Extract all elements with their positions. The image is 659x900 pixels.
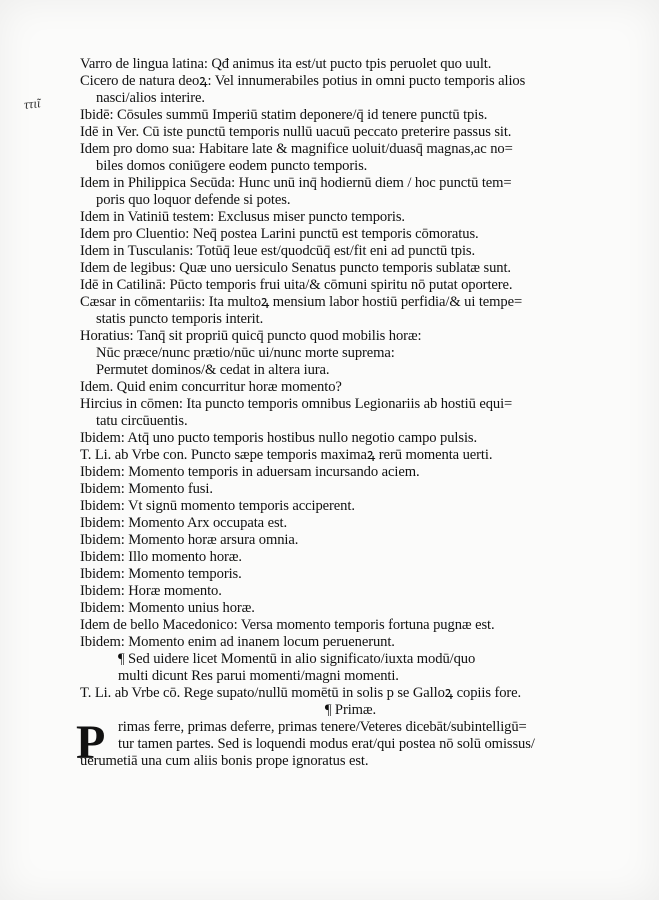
text-line: Ibidem: Momento temporis in aduersam incursando aciem. bbox=[80, 464, 420, 480]
drop-cap: P bbox=[76, 716, 106, 769]
text-block bbox=[76, 56, 581, 770]
text-line: Horatius: Tanq̄ sit propriū quicq̄ puncto quod mobilis horæ: bbox=[80, 328, 422, 344]
text-line: T. Li. ab Vrbe cō. Rege supato/nullū momētū in solis p se Galloꝝ copiis fore. bbox=[80, 685, 522, 701]
text-line: Ibidem: Momento Arx occupata est. bbox=[80, 515, 288, 531]
text-line: biles domos coniūgere eodem puncto temporis. bbox=[96, 158, 368, 174]
text-line: Idem in Tusculanis: Totūq̄ leue est/quodcūq̄ est/fit eni ad punctū tpis. bbox=[80, 243, 476, 259]
text-line: Ibidem: Atq̄ uno pucto temporis hostibus nullo negotio campo pulsis. bbox=[80, 430, 478, 446]
text-line: multi dicunt Res parui momenti/magni momenti. bbox=[118, 668, 399, 684]
section-heading: ¶ Primæ. bbox=[324, 702, 377, 718]
text-line: Ibidem: Momento enim ad inanem locum peruenerunt. bbox=[80, 634, 395, 650]
text-line: ¶ Sed uidere licet Momentū in alio significato/iuxta modū/quo bbox=[118, 651, 476, 667]
verse-line: Nūc præce/nunc prætio/nūc ui/nunc morte suprema: bbox=[96, 345, 395, 361]
text-line: Idem pro domo sua: Habitare late & magnifice uoluit/duasq̄ magnas,ac no= bbox=[80, 141, 513, 157]
text-line: Cæsar in cōmentariis: Ita multoꝝ mensium labor hostiū perfidia/& ui tempe= bbox=[80, 294, 523, 310]
text-line: Idē in Ver. Cū iste punctū temporis nullū uacuū peccato preterire passus sit. bbox=[80, 124, 512, 140]
text-line: Idem in Philippica Secūda: Hunc unū inq̄ hodiernū diem / hoc punctū tem= bbox=[80, 175, 512, 191]
text-line: Ibidem: Vt signū momento temporis acciperent. bbox=[80, 498, 355, 514]
text-line: Ibidem: Momento horæ arsura omnia. bbox=[80, 532, 299, 548]
text-line: Idem de bello Macedonico: Versa momento temporis fortuna pugnæ est. bbox=[80, 617, 495, 633]
text-line: poris quo loquor defende si potes. bbox=[96, 192, 291, 208]
text-line: Ibidem: Momento temporis. bbox=[80, 566, 242, 582]
text-line: Hircius in cōmen: Ita puncto temporis omnibus Legionariis ab hostiū equi= bbox=[80, 396, 513, 412]
text-line: rimas ferre, primas deferre, primas tenere/Veteres dicebāt/subintelligū= bbox=[118, 719, 527, 735]
verse-line: Permutet dominos/& cedat in altera iura. bbox=[96, 362, 330, 378]
text-line: Idem in Vatiniū testem: Exclusus miser puncto temporis. bbox=[80, 209, 405, 225]
text-line: tatu circūuentis. bbox=[96, 413, 188, 429]
text-line: Ibidem: Momento unius horæ. bbox=[80, 600, 255, 616]
text-line: nasci/alios interire. bbox=[96, 90, 205, 106]
text-line: Ibidem: Horæ momento. bbox=[80, 583, 222, 599]
text-line: uerumetiā una cum aliis bonis prope ignoratus est. bbox=[80, 753, 369, 769]
text-line: T. Li. ab Vrbe con. Puncto sæpe temporis maximaꝝ rerū momenta uerti. bbox=[80, 447, 493, 463]
text-line: Varro de lingua latina: Qđ animus ita est/ut pucto tpis peruolet quo uult. bbox=[80, 56, 492, 72]
text-line: tur tamen partes. Sed is loquendi modus erat/qui postea nō solū omissus/ bbox=[118, 736, 535, 752]
text-line: Idem de legibus: Quæ uno uersiculo Senatus puncto temporis sublatæ sunt. bbox=[80, 260, 511, 276]
text-line: Idē in Catilinā: Pūcto temporis frui uita/& cōmuni spiritu nō putat oportere. bbox=[80, 277, 513, 293]
text-line: Ibidem: Momento fusi. bbox=[80, 481, 213, 497]
text-line: Idem. Quid enim concurritur horæ momento? bbox=[80, 379, 342, 395]
text-line: Ibidem: Illo momento horæ. bbox=[80, 549, 242, 565]
paragraph-with-dropcap bbox=[76, 716, 581, 770]
text-line: Cicero de natura deoꝝ: Vel innumerabiles potius in omni pucto temporis alios bbox=[80, 73, 526, 89]
text-line: statis puncto temporis interit. bbox=[96, 311, 264, 327]
text-line: Idem pro Cluentio: Neq̄ postea Larini punctū est temporis cōmoratus. bbox=[80, 226, 479, 242]
margin-annotation: ττιῖ bbox=[23, 95, 42, 112]
text-line: Ibidē: Cōsules summū Imperiū statim deponere/q̄ id tenere punctū tpis. bbox=[80, 107, 488, 123]
